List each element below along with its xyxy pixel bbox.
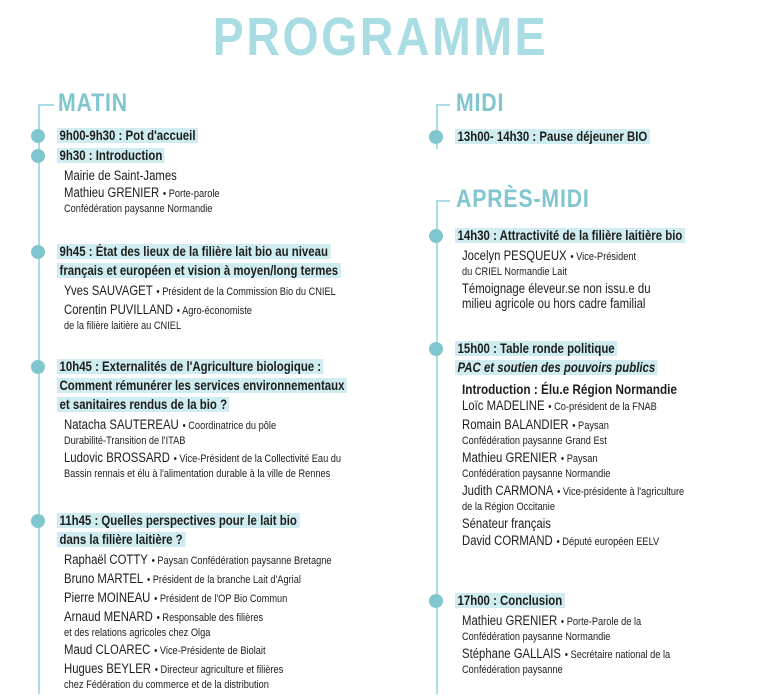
speaker-list [64, 168, 220, 216]
heading-text: 9h45 : État des lieux de la filière lait bio au niveau [57, 244, 330, 259]
heading-line-italic [455, 359, 683, 377]
heading-line [57, 243, 341, 261]
item-body [455, 227, 729, 314]
speaker [462, 281, 686, 312]
midi-rail-top [436, 104, 450, 106]
timeline-dot [31, 129, 45, 143]
matin-rail [38, 104, 40, 694]
speaker-role: • Paysan [560, 453, 598, 465]
page-title: PROGRAMME [212, 7, 549, 67]
item-heading [455, 227, 685, 245]
speaker-name: Corentin PUVILLAND [64, 302, 174, 317]
speaker [462, 533, 684, 550]
matin-rail-top [38, 104, 54, 106]
apres-midi-rail [436, 200, 438, 694]
speaker-name: Yves SAUVAGET [64, 283, 153, 298]
speaker [462, 398, 684, 415]
speaker-role: • Co-président de la FNAB [548, 401, 657, 413]
speaker-name: Stéphane GALLAIS [462, 646, 561, 661]
item-body [455, 340, 727, 552]
speaker-name: Judith CARMONA [462, 483, 554, 498]
timeline-dot [31, 360, 45, 374]
speaker [64, 571, 332, 588]
speaker-role: • Secrétaire national de la [564, 649, 671, 661]
speaker-line-2: milieu agricole ou hors cadre familial [462, 296, 646, 311]
item-heading [57, 127, 198, 145]
speaker [64, 168, 220, 183]
heading-text: 10h45 : Externalités de l'Agriculture biologique : [57, 359, 324, 374]
speaker-name: Pierre MOINEAU [64, 590, 151, 605]
speaker-role: • Vice-Président de la Collectivité Eau du [173, 453, 342, 465]
intro-line: Introduction : Élu.e Région Normandie [462, 381, 677, 397]
speaker-role-cont: et des relations agricoles chez Olga [64, 627, 211, 639]
speaker [64, 417, 348, 448]
heading-text: Comment rémunérer les services environnementaux [57, 378, 347, 393]
speaker [462, 483, 684, 514]
item-heading [57, 147, 218, 165]
speaker-role-cont: chez Fédération du commerce et de la distribution [64, 679, 269, 691]
heading-line [455, 227, 685, 245]
speaker-role: • Paysan Confédération paysanne Bretagne [151, 555, 332, 567]
speaker-role: • Directeur agriculture et filières [154, 664, 284, 676]
item-heading [57, 512, 330, 549]
speaker-role: • Porte-Parole de la [560, 616, 642, 628]
speaker-name: Raphaël COTTY [64, 552, 148, 567]
speaker-list [462, 613, 670, 677]
heading-text: et sanitaires rendus de la bio ? [57, 397, 230, 412]
heading-line [57, 147, 218, 165]
speaker [64, 609, 332, 640]
item-body [57, 358, 402, 483]
speaker-role: • Vice-Président [570, 251, 637, 263]
speaker-name: Bruno MARTEL [64, 571, 144, 586]
heading-line [455, 592, 669, 610]
speaker-list [64, 552, 332, 692]
heading-text: 14h30 : Attractivité de la filière laitière bio [455, 228, 685, 243]
timeline-dot [31, 149, 45, 163]
speaker-role-cont: de la Région Occitanie [462, 501, 555, 513]
heading-line [57, 377, 347, 395]
speaker [462, 248, 686, 279]
item-body [57, 127, 225, 146]
speaker-name: Arnaud MENARD [64, 609, 153, 624]
item-heading [57, 358, 347, 414]
heading-line [57, 396, 347, 414]
speaker [64, 450, 348, 481]
item-heading [455, 128, 650, 146]
speaker-role: • Député européen EELV [556, 536, 660, 548]
heading-text: français et européen et vision à moyen/long termes [57, 263, 341, 278]
heading-line [57, 512, 330, 530]
speaker-role: • Agro-économiste [176, 305, 252, 317]
item-body [455, 592, 710, 679]
heading-text: 13h00- 14h30 : Pause déjeuner BIO [455, 129, 650, 144]
speaker-name: Mathieu GRENIER [64, 185, 160, 200]
speaker-name: Jocelyn PESQUEUX [462, 248, 567, 263]
heading-text: 9h30 : Introduction [57, 148, 165, 163]
heading-text: 9h00-9h30 : Pot d'accueil [57, 128, 198, 143]
speaker [462, 516, 684, 531]
item-body [57, 147, 249, 218]
heading-line [455, 128, 650, 146]
speaker-name: Hugues BEYLER [64, 661, 151, 676]
heading-text: 17h00 : Conclusion [455, 593, 565, 608]
matin-label: MATIN [58, 89, 128, 117]
speaker-role: • Président de l'OP Bio Commun [154, 593, 288, 605]
timeline-dot [31, 514, 45, 528]
speaker-list [64, 417, 348, 481]
item-heading [455, 340, 683, 377]
speaker [64, 185, 220, 216]
speaker-name: Mathieu GRENIER [462, 613, 558, 628]
heading-line [57, 127, 198, 145]
speaker-name: Mairie de Saint-James [64, 168, 177, 183]
item-body [455, 128, 687, 147]
speaker [64, 642, 332, 659]
speaker-role-cont: Confédération paysanne Normandie [462, 468, 611, 480]
heading-line [455, 340, 683, 358]
speaker-name: Sénateur français [462, 516, 551, 531]
heading-line [57, 531, 330, 549]
timeline-dot [31, 245, 45, 259]
speaker-role-cont: Durabilité-Transition de l'ITAB [64, 435, 186, 447]
timeline-dot [429, 594, 443, 608]
speaker-role: • Paysan [572, 420, 609, 432]
heading-italic-text: PAC et soutien des pouvoirs publics [455, 360, 658, 375]
heading-text: dans la filière laitière ? [57, 532, 185, 547]
speaker-role: • Président de la branche Lait d'Agrial [146, 574, 301, 586]
speaker-role: • Coordinatrice du pôle [182, 420, 277, 432]
item-heading [455, 592, 669, 610]
speaker-name: Romain BALANDIER [462, 417, 569, 432]
speaker-name: Ludovic BROSSARD [64, 450, 170, 465]
speaker-role-cont: Confédération paysanne Normandie [64, 203, 213, 215]
speaker-list [64, 283, 342, 333]
speaker [462, 450, 684, 481]
speaker-list [462, 380, 684, 550]
speaker-list [462, 248, 686, 312]
speaker [64, 661, 332, 692]
speaker [462, 613, 670, 644]
speaker [64, 283, 342, 300]
speaker-role-cont: Bassin rennais et élu à l'alimentation durable à la ville de Rennes [64, 468, 331, 480]
speaker-role: • Responsable des filières [156, 612, 264, 624]
item-body [57, 512, 382, 694]
heading-line [57, 358, 347, 376]
speaker-role-cont: de la filière laitière au CNIEL [64, 320, 182, 332]
speaker-name: Natacha SAUTEREAU [64, 417, 179, 432]
speaker-role-cont: du CRIEL Normandie Lait [462, 266, 567, 278]
timeline-dot [429, 229, 443, 243]
item-body [57, 243, 395, 335]
speaker-role: • Vice-présidente à l'agriculture [557, 486, 685, 498]
speaker-name: Maud CLOAREC [64, 642, 151, 657]
speaker-role: • Président de la Commission Bio du CNIEL [156, 286, 336, 298]
apres-midi-rail-top [436, 200, 450, 202]
speaker-role-cont: Confédération paysanne [462, 664, 563, 676]
speaker-name: David CORMAND [462, 533, 553, 548]
speaker [64, 302, 342, 333]
speaker [64, 552, 332, 569]
midi-label: MIDI [456, 89, 505, 117]
speaker-name: Témoignage éleveur.se non issu.e du [462, 281, 651, 296]
speaker-role: • Porte-parole [162, 188, 220, 200]
speaker-role: • Vice-Présidente de Biolait [154, 645, 266, 657]
speaker [64, 590, 332, 607]
item-heading [57, 243, 341, 280]
speaker-name: Mathieu GRENIER [462, 450, 558, 465]
timeline-dot [429, 342, 443, 356]
heading-line [57, 262, 341, 280]
speaker [462, 646, 670, 677]
timeline-dot [429, 130, 443, 144]
speaker-name: Loïc MADELINE [462, 398, 545, 413]
apres-midi-label: APRÈS-MIDI [456, 185, 590, 213]
heading-text: 11h45 : Quelles perspectives pour le lait bio [57, 513, 299, 528]
speaker [462, 417, 684, 448]
speaker-role-cont: Confédération paysanne Normandie [462, 631, 611, 643]
heading-text: 15h00 : Table ronde politique [455, 341, 617, 356]
speaker-role-cont: Confédération paysanne Grand Est [462, 435, 607, 447]
